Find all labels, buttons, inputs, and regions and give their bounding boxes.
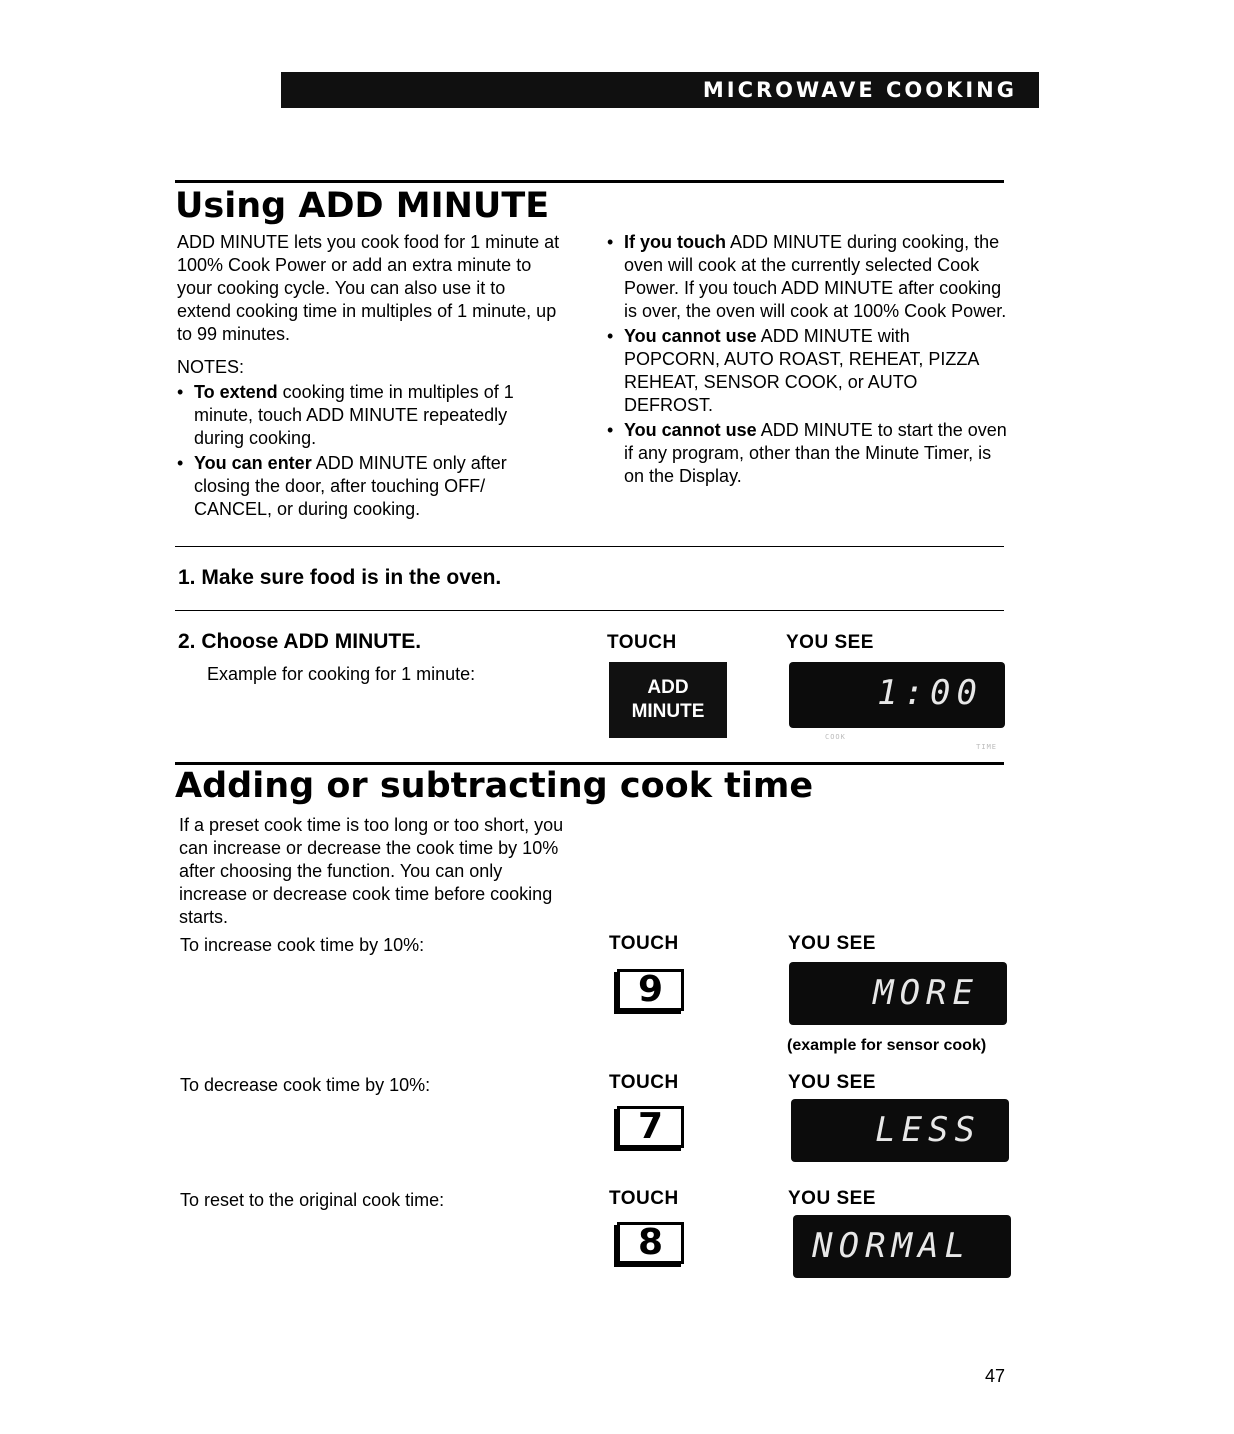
section-header-bar: MICROWAVE COOKING [281, 72, 1039, 108]
reset-you-see-label: YOU SEE [788, 1188, 876, 1209]
decrease-touch-label: TOUCH [609, 1072, 679, 1093]
display-less: LESS [791, 1099, 1009, 1162]
display-cook-indicator: COOK [825, 733, 846, 741]
add-minute-intro: ADD MINUTE lets you cook food for 1 minute at 100% Cook Power or add an extra minute to your cooking cycle. You can also use it to extend cooking time in multiples of 1 minute, up to 99 minutes. [177, 232, 560, 344]
add-minute-title: Using ADD MINUTE [175, 186, 550, 226]
note-item: • You cannot use ADD MINUTE with POPCORN, AUTO ROAST, REHEAT, PIZZA REHEAT, SENSOR COOK, or AUTO DEFROST. [607, 325, 1007, 417]
display-add-minute [789, 662, 1005, 751]
section-rule-top [175, 180, 1004, 183]
note-item: • If you touch ADD MINUTE during cooking, the oven will cook at the currently selected Cook Power. If you touch ADD MINUTE after cooking is over, the oven will cook at 100% Cook Power. [607, 231, 1007, 323]
right-notes-list [607, 231, 1007, 488]
step1-heading: 1. Make sure food is in the oven. [178, 566, 502, 589]
decrease-instruction: To decrease cook time by 10%: [180, 1075, 431, 1095]
add-minute-right-column [607, 231, 1007, 490]
add-minute-left-column [177, 231, 562, 523]
section-rule-adjust [175, 762, 1004, 765]
step1-rule [175, 546, 1004, 547]
reset-instruction: To reset to the original cook time: [180, 1190, 445, 1210]
reset-touch-label: TOUCH [609, 1188, 679, 1209]
increase-touch-label: TOUCH [609, 933, 679, 954]
you-see-label: YOU SEE [786, 632, 874, 653]
key-8-button: 8 [617, 1222, 684, 1264]
decrease-you-see-label: YOU SEE [788, 1072, 876, 1093]
page-number: 47 [985, 1366, 1006, 1386]
note-item: • You cannot use ADD MINUTE to start the oven if any program, other than the Minute Timer, is on the Display. [607, 419, 1007, 488]
adjust-intro: If a preset cook time is too long or too short, you can increase or decrease the cook time by 10% after choosing the function. You can only increase or decrease cook time before cooking starts. [179, 815, 564, 927]
note-item: • You can enter ADD MINUTE only after closing the door, after touching OFF/ CANCEL, or during cooking. [177, 452, 562, 521]
key-9-button: 9 [617, 969, 684, 1011]
key-7-button: 7 [617, 1106, 684, 1148]
touch-label: TOUCH [607, 632, 677, 653]
step2-rule [175, 610, 1004, 611]
step2-heading: 2. Choose ADD MINUTE. [178, 630, 422, 653]
display-normal: NORMAL [793, 1215, 1011, 1278]
adjust-title: Adding or subtracting cook time [175, 766, 814, 806]
left-notes-list [177, 381, 562, 521]
notes-label: NOTES: [177, 357, 245, 377]
increase-instruction: To increase cook time by 10%: [180, 935, 425, 955]
sensor-cook-caption: (example for sensor cook) [787, 1037, 987, 1054]
display-value: 1:00 [877, 673, 983, 713]
display-time-indicator: TIME [976, 743, 997, 751]
step2-example: Example for cooking for 1 minute: [207, 664, 476, 684]
display-more: MORE [789, 962, 1007, 1025]
increase-you-see-label: YOU SEE [788, 933, 876, 954]
add-minute-button-line1: ADD [647, 677, 689, 698]
add-minute-button-line2: MINUTE [631, 701, 705, 722]
note-item: • To extend cooking time in multiples of 1 minute, touch ADD MINUTE repeatedly during cooking. [177, 381, 562, 450]
add-minute-button [609, 662, 727, 738]
